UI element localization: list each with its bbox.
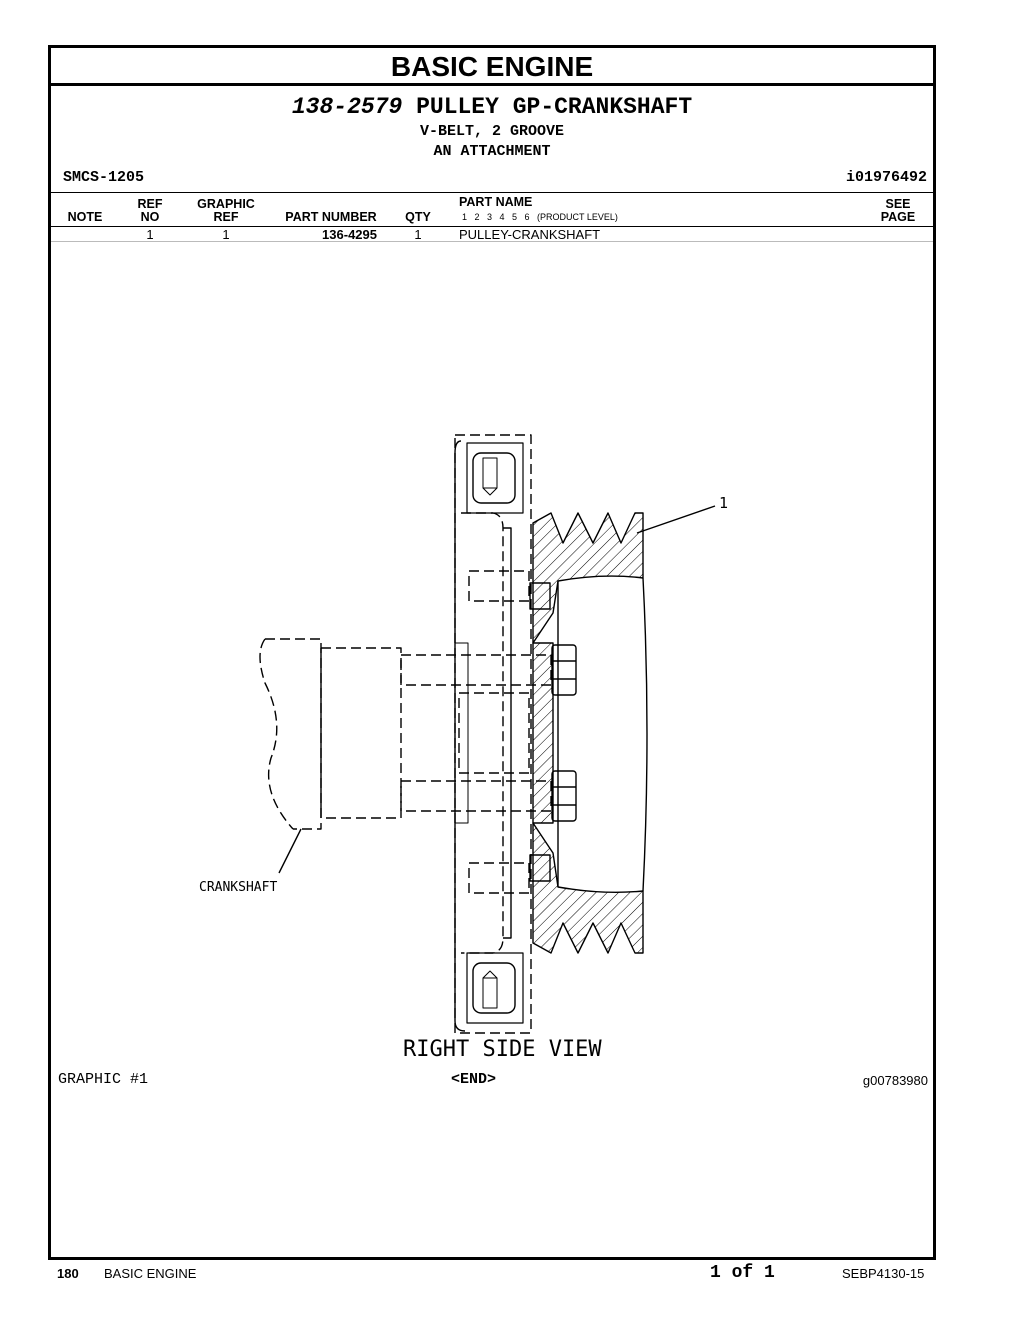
pulley-upper-section xyxy=(533,513,643,643)
header-note: NOTE xyxy=(67,210,103,224)
row-graphic-ref: 1 xyxy=(222,227,230,242)
group-name: PULLEY GP-CRANKSHAFT xyxy=(416,94,693,120)
page-frame xyxy=(48,45,936,1260)
header-qty: QTY xyxy=(405,210,431,224)
header-see-page-line2: PAGE xyxy=(880,210,916,224)
header-product-levels: 1 2 3 4 5 6 (PRODUCT LEVEL) xyxy=(462,212,618,222)
header-graphic-ref-line2: REF xyxy=(213,210,239,224)
crankshaft-leader xyxy=(279,829,301,873)
group-description-2: AN ATTACHMENT xyxy=(433,143,551,160)
damper-outline xyxy=(455,435,531,1033)
callout-1[interactable]: 1 xyxy=(719,494,729,512)
crankshaft-label: CRANKSHAFT xyxy=(199,880,278,895)
bolt-head-lower xyxy=(552,771,576,821)
bolt-head-upper xyxy=(552,645,576,695)
footer-page-number: 180 xyxy=(57,1266,79,1281)
row-qty: 1 xyxy=(414,227,422,242)
callout-1-leader xyxy=(637,506,715,533)
section-title: BASIC ENGINE xyxy=(51,48,933,86)
row-part-name: PULLEY-CRANKSHAFT xyxy=(459,227,601,242)
pulley-drawing xyxy=(51,48,933,1068)
row-ref-no: 1 xyxy=(146,227,154,242)
smcs-code: SMCS-1205 xyxy=(63,169,145,186)
end-tag: <END> xyxy=(451,1071,497,1088)
illustration-id: i01976492 xyxy=(845,169,927,186)
group-part-number[interactable]: 138-2579 xyxy=(291,94,403,120)
header-part-number: PART NUMBER xyxy=(285,210,377,224)
crankshaft-outline xyxy=(265,639,321,829)
view-label: RIGHT SIDE VIEW xyxy=(403,1037,602,1062)
group-description-1: V-BELT, 2 GROOVE xyxy=(419,123,565,140)
pulley-lower-section xyxy=(533,823,643,953)
header-ref-no-line2: NO xyxy=(140,210,160,224)
header-graphic-ref-line1: GRAPHIC xyxy=(197,197,255,211)
footer-doc-id: SEBP4130-15 xyxy=(842,1266,925,1281)
header-ref-no-line1: REF xyxy=(137,197,163,211)
graphic-id: g00783980 xyxy=(862,1073,928,1088)
footer-section: BASIC ENGINE xyxy=(104,1266,197,1281)
graphic-tag: GRAPHIC #1 xyxy=(58,1071,149,1088)
footer-page-of: 1 of 1 xyxy=(710,1263,775,1283)
header-part-name: PART NAME xyxy=(459,195,533,209)
row-part-number[interactable]: 136-4295 xyxy=(322,227,377,242)
header-see-page-line1: SEE xyxy=(885,197,911,211)
